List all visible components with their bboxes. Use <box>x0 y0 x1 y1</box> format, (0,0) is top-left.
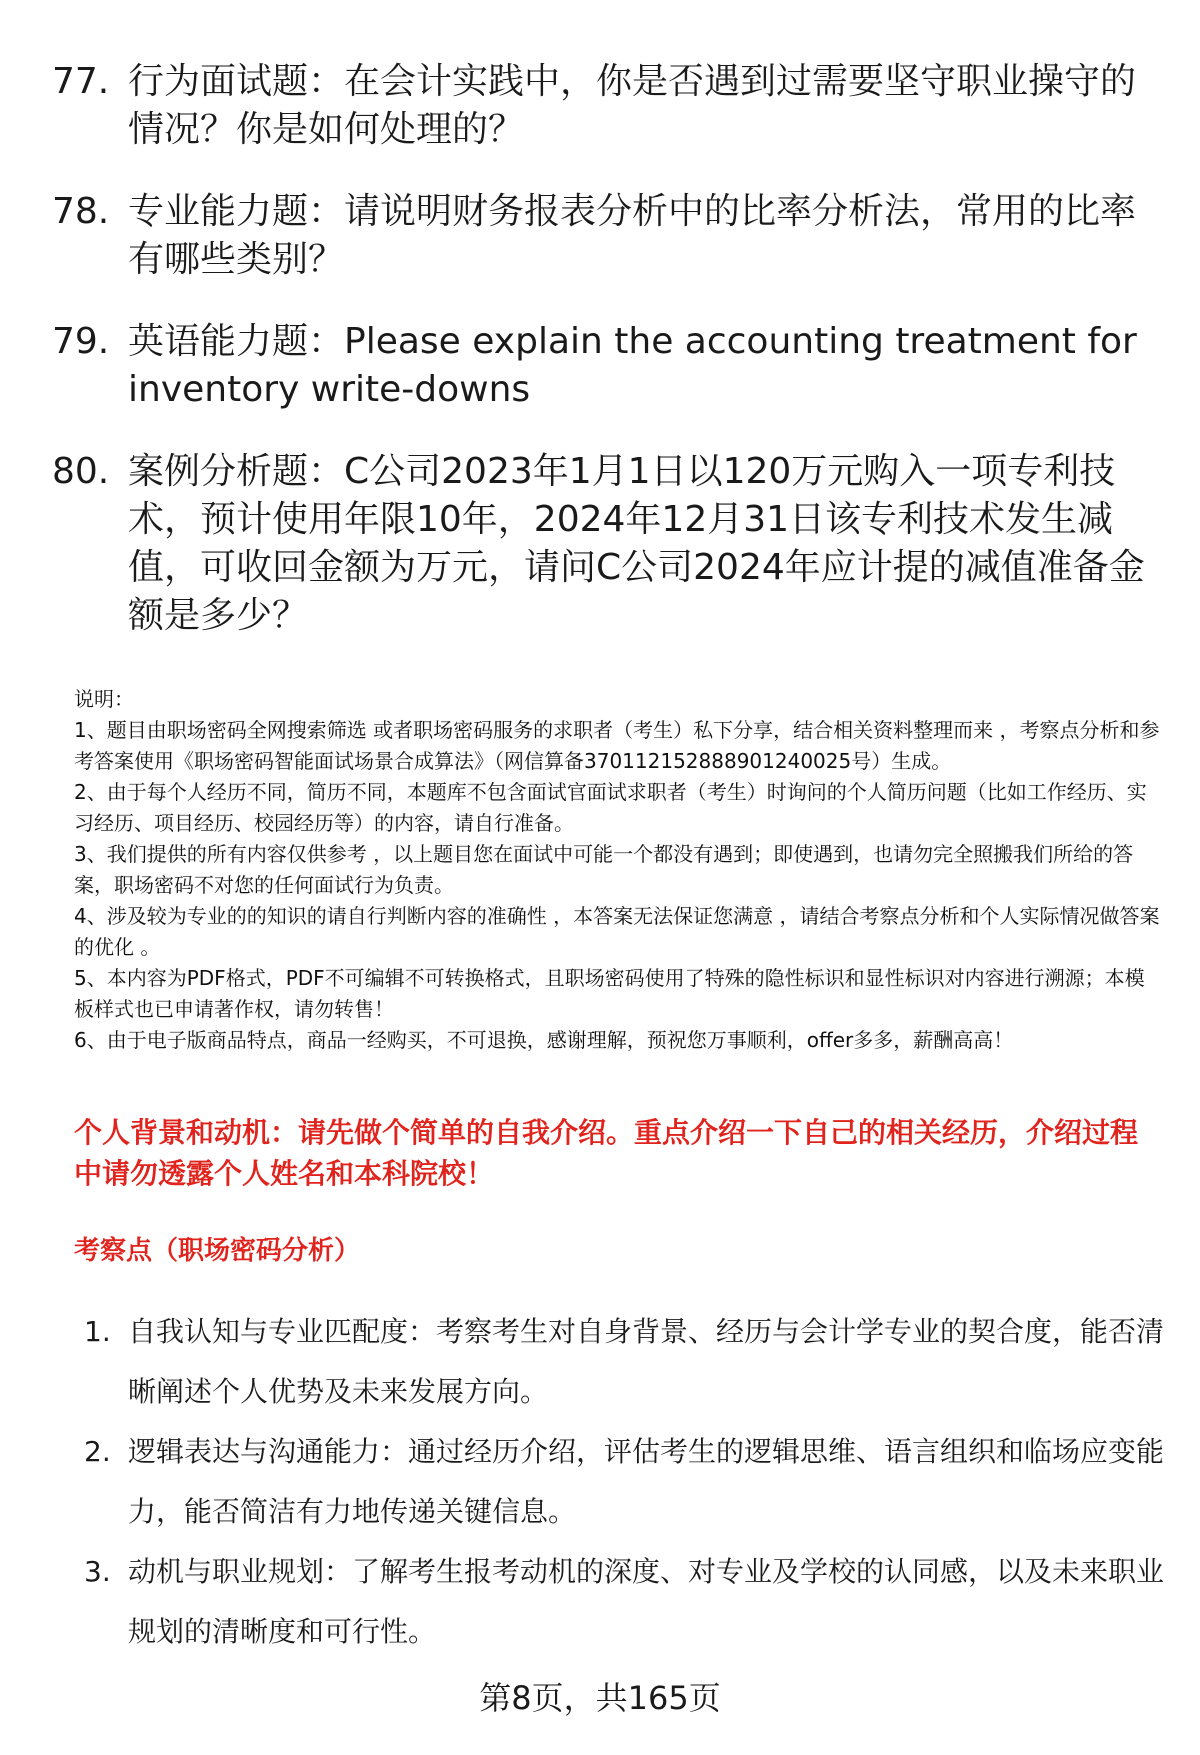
note-item: 1、题目由职场密码全网搜索筛选 或者职场密码服务的求职者（考生）私下分享，结合相关资料整理而来 ，考察点分析和参考答案使用《职场密码智能面试场景合成算法》（网信算备370112152888901240025号）生成。 <box>74 718 1160 773</box>
point-number: 3. <box>84 1555 111 1588</box>
question-text: 行为面试题：在会计实践中，你是否遇到过需要坚守职业操守的情况？你是如何处理的？ <box>128 61 1137 150</box>
question-number: 78. <box>52 191 110 232</box>
note-item: 6、由于电子版商品特点，商品一经购买，不可退换，感谢理解，预祝您万事顺利，offer多多，薪酬高高！ <box>74 1028 1014 1052</box>
note-item: 2、由于每个人经历不同，简历不同，本题库不包含面试官面试求职者（考生）时询问的个人简历问题（比如工作经历、实习经历、项目经历、校园经历等）的内容，请自行准备。 <box>74 780 1147 835</box>
notes-heading: 说明： <box>74 687 134 711</box>
question-number: 79. <box>52 321 110 362</box>
question-item <box>52 188 1152 284</box>
question-text: 专业能力题：请说明财务报表分析中的比率分析法，常用的比率有哪些类别？ <box>128 191 1137 280</box>
notes-block <box>74 684 1162 1056</box>
page-footer: 第8页，共165页 <box>479 1679 721 1717</box>
analysis-points <box>84 1302 1164 1662</box>
question-number: 77. <box>52 61 110 102</box>
question-list <box>52 58 1152 674</box>
point-text: 自我认知与专业匹配度：考察考生对自身背景、经历与会计学专业的契合度，能否清晰阐述个人优势及未来发展方向。 <box>128 1315 1165 1408</box>
section-title: 个人背景和动机：请先做个简单的自我介绍。重点介绍一下自己的相关经历，介绍过程中请勿透露个人姓名和本科院校！ <box>74 1116 1139 1190</box>
point-text: 逻辑表达与沟通能力：通过经历介绍，评估考生的逻辑思维、语言组织和临场应变能力，能否简洁有力地传递关键信息。 <box>128 1435 1165 1528</box>
point-number: 2. <box>84 1435 111 1468</box>
analysis-point <box>84 1422 1164 1542</box>
question-text: 案例分析题：C公司2023年1月1日以120万元购入一项专利技术，预计使用年限10年，2024年12月31日该专利技术发生减值，可收回金额为万元，请问C公司2024年应计提的减值准备金额是多少？ <box>128 451 1145 636</box>
question-item <box>52 448 1152 640</box>
analysis-point <box>84 1302 1164 1422</box>
question-item <box>52 58 1152 154</box>
question-item <box>52 318 1152 414</box>
point-number: 1. <box>84 1315 111 1348</box>
note-item: 4、涉及较为专业的的知识的请自行判断内容的准确性 ，本答案无法保证您满意 ，请结合考察点分析和个人实际情况做答案的优化 。 <box>74 904 1160 959</box>
note-item: 5、本内容为PDF格式，PDF不可编辑不可转换格式，且职场密码使用了特殊的隐性标识和显性标识对内容进行溯源；本模板样式也已申请著作权，请勿转售！ <box>74 966 1145 1021</box>
note-item: 3、我们提供的所有内容仅供参考 ，以上题目您在面试中可能一个都没有遇到；即使遇到，也请勿完全照搬我们所给的答案，职场密码不对您的任何面试行为负责。 <box>74 842 1134 897</box>
question-text: 英语能力题：Please explain the accounting treatment for inventory write-downs <box>128 321 1137 410</box>
point-text: 动机与职业规划：了解考生报考动机的深度、对专业及学校的认同感，以及未来职业规划的清晰度和可行性。 <box>128 1555 1165 1648</box>
analysis-point <box>84 1542 1164 1662</box>
question-number: 80. <box>52 451 110 492</box>
analysis-title: 考察点（职场密码分析） <box>74 1236 361 1266</box>
